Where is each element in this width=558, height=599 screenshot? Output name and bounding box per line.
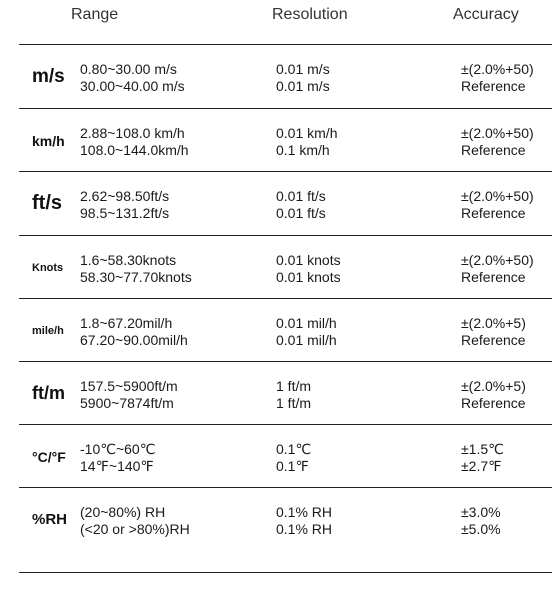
accuracy-cell [461, 378, 526, 412]
resolution-line: 0.01 m/s [276, 61, 330, 77]
range-cell [80, 378, 178, 412]
resolution-line: 0.01 ft/s [276, 205, 326, 221]
accuracy-line: Reference [461, 142, 526, 158]
resolution-line: 0.01 knots [276, 269, 341, 285]
accuracy-line: Reference [461, 205, 526, 221]
range-line: 157.5~5900ft/m [80, 378, 178, 394]
table-row [0, 425, 558, 488]
table-row [0, 362, 558, 425]
unit-label: Knots [32, 261, 64, 274]
resolution-line: 1 ft/m [276, 395, 312, 411]
unit-label: %RH [32, 511, 68, 528]
resolution-line: 0.01 ft/s [276, 188, 326, 204]
unit-label: mile/h [32, 324, 64, 337]
unit-label: ft/s [32, 192, 62, 214]
resolution-cell [276, 441, 311, 475]
table-row [0, 236, 558, 299]
range-line: 1.6~58.30knots [80, 252, 177, 268]
range-line: (20~80%) RH [80, 504, 166, 520]
range-line: -10℃~60℃ [80, 441, 156, 457]
range-line: 0.80~30.00 m/s [80, 61, 177, 77]
resolution-cell [276, 188, 326, 222]
range-cell [80, 504, 190, 538]
range-line: 108.0~144.0km/h [80, 142, 189, 158]
accuracy-cell [461, 504, 501, 538]
resolution-line: 1 ft/m [276, 378, 312, 394]
accuracy-line: ±5.0% [461, 521, 501, 537]
resolution-cell [276, 125, 337, 159]
range-line: 98.5~131.2ft/s [80, 205, 170, 221]
table-row [0, 488, 558, 551]
resolution-line: 0.1 km/h [276, 142, 330, 158]
resolution-line: 0.01 knots [276, 252, 341, 268]
unit-label: km/h [32, 132, 65, 149]
range-cell [80, 315, 188, 349]
resolution-line: 0.1% RH [276, 521, 333, 537]
table-row [0, 109, 558, 172]
range-line: 67.20~90.00mil/h [80, 332, 188, 348]
accuracy-line: Reference [461, 395, 526, 411]
range-line: 1.8~67.20mil/h [80, 315, 173, 331]
accuracy-line: ±(2.0%+50) [461, 252, 534, 268]
accuracy-line: ±1.5℃ [461, 441, 504, 457]
accuracy-cell [461, 125, 534, 159]
header-range: Range [71, 6, 119, 23]
accuracy-line: ±(2.0%+50) [461, 188, 534, 204]
range-line: 58.30~77.70knots [80, 269, 192, 285]
range-line: (<20 or >80%)RH [80, 521, 190, 537]
accuracy-line: Reference [461, 269, 526, 285]
table-row [0, 299, 558, 362]
accuracy-line: ±(2.0%+5) [461, 315, 526, 331]
range-line: 30.00~40.00 m/s [80, 78, 185, 94]
accuracy-cell [461, 188, 534, 222]
accuracy-line: Reference [461, 332, 526, 348]
resolution-line: 0.1% RH [276, 504, 333, 520]
header-accuracy: Accuracy [453, 6, 519, 23]
resolution-line: 0.01 km/h [276, 125, 338, 141]
accuracy-line: ±2.7℉ [461, 458, 502, 474]
resolution-cell [276, 61, 330, 95]
range-line: 5900~7874ft/m [80, 395, 174, 411]
accuracy-line: ±3.0% [461, 504, 501, 520]
table-row [0, 45, 558, 108]
resolution-line: 0.1℃ [276, 441, 312, 457]
resolution-line: 0.01 m/s [276, 78, 330, 94]
resolution-line: 0.01 mil/h [276, 332, 337, 348]
range-cell [80, 61, 185, 95]
accuracy-line: ±(2.0%+50) [461, 61, 534, 77]
resolution-cell [276, 252, 341, 286]
accuracy-cell [461, 61, 534, 95]
range-cell [80, 188, 169, 222]
header-resolution: Resolution [272, 6, 348, 23]
resolution-line: 0.1℉ [276, 458, 309, 474]
resolution-line: 0.01 mil/h [276, 315, 337, 331]
range-cell [80, 441, 155, 475]
range-line: 2.62~98.50ft/s [80, 188, 170, 204]
accuracy-line: Reference [461, 78, 526, 94]
range-line: 14℉~140℉ [80, 458, 154, 474]
range-line: 2.88~108.0 km/h [80, 125, 185, 141]
table-header [0, 0, 558, 44]
range-cell [80, 125, 189, 159]
accuracy-line: ±(2.0%+5) [461, 378, 526, 394]
accuracy-cell [461, 441, 504, 475]
accuracy-line: ±(2.0%+50) [461, 125, 534, 141]
resolution-cell [276, 315, 337, 349]
resolution-cell [276, 378, 311, 412]
accuracy-cell [461, 315, 526, 349]
table-row [0, 172, 558, 235]
accuracy-cell [461, 252, 534, 286]
resolution-cell [276, 504, 332, 538]
unit-label: m/s [32, 65, 65, 87]
range-cell [80, 252, 192, 286]
divider [19, 572, 552, 573]
unit-label: ft/m [32, 383, 65, 403]
unit-label: °C/°F [32, 448, 66, 465]
